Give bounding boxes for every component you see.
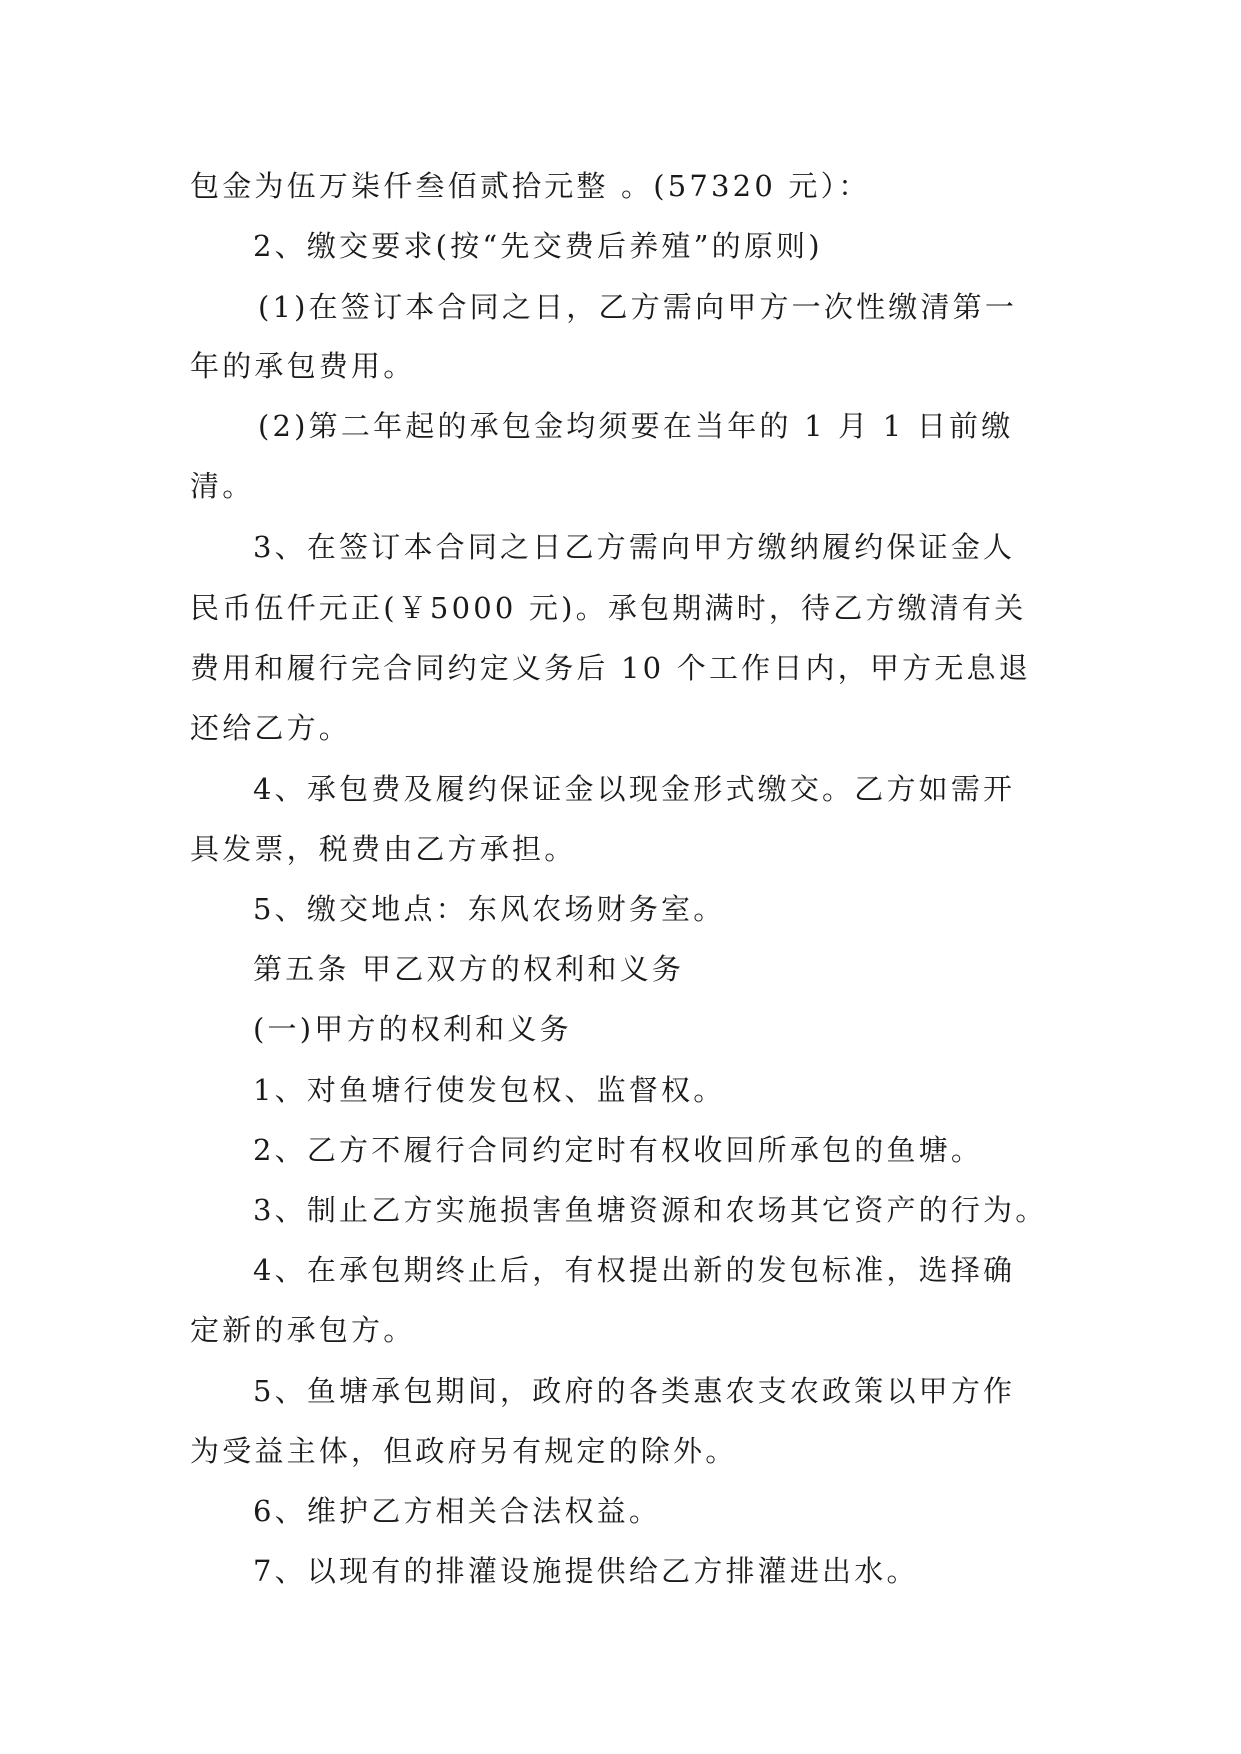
text-line: 包金为伍万柒仟叁佰贰拾元整 。(57320 元）：	[190, 169, 871, 203]
text-line: (2)第二年起的承包金均须要在当年的 1 月 1 日前缴	[258, 409, 1014, 443]
section-heading: 第五条 甲乙双方的权利和义务	[253, 952, 685, 986]
text-line: 6、维护乙方相关合法权益。	[253, 1494, 662, 1528]
text-line: (1)在签订本合同之日，乙方需向甲方一次性缴清第一	[258, 290, 1018, 324]
text-line: 4、在承包期终止后，有权提出新的发包标准，选择确	[253, 1253, 1016, 1287]
text-line: 2、乙方不履行合同约定时有权收回所承包的鱼塘。	[253, 1133, 984, 1167]
subsection-heading: (一)甲方的权利和义务	[253, 1012, 572, 1046]
text-line: 还给乙方。	[190, 711, 352, 745]
text-line: 7、以现有的排灌设施提供给乙方排灌进出水。	[253, 1554, 919, 1588]
text-line: 4、承包费及履约保证金以现金形式缴交。乙方如需开	[253, 772, 1016, 806]
text-line: 清。	[190, 469, 255, 503]
text-line: 年的承包费用。	[190, 349, 416, 383]
text-line: 定新的承包方。	[190, 1313, 416, 1347]
text-line: 费用和履行完合同约定义务后 10 个工作日内，甲方无息退	[190, 651, 1031, 685]
text-line: 具发票，税费由乙方承担。	[190, 832, 577, 866]
text-line: 3、在签订本合同之日乙方需向甲方缴纳履约保证金人	[253, 530, 1016, 564]
text-line: 1、对鱼塘行使发包权、监督权。	[253, 1073, 726, 1107]
text-line: 3、制止乙方实施损害鱼塘资源和农场其它资产的行为。	[253, 1193, 1048, 1227]
text-line: 民币伍仟元正(￥5000 元)。承包期满时，待乙方缴清有关	[190, 591, 1027, 625]
text-line: 为受益主体，但政府另有规定的除外。	[190, 1434, 738, 1468]
text-line: 2、缴交要求(按“先交费后养殖”的原则)	[253, 229, 823, 263]
text-line: 5、缴交地点：东风农场财务室。	[253, 892, 726, 926]
text-line: 5、鱼塘承包期间，政府的各类惠农支农政策以甲方作	[253, 1374, 1016, 1408]
